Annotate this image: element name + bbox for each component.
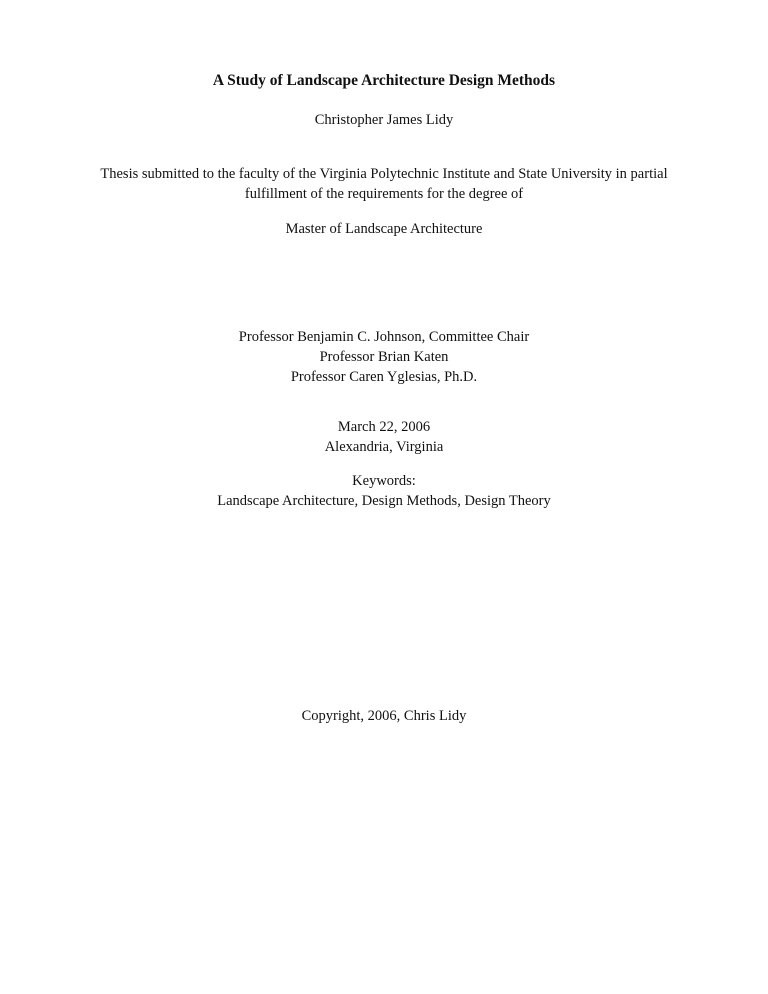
- degree-statement-line-1: Thesis submitted to the faculty of the Virginia Polytechnic Institute and State University in partial: [100, 166, 668, 182]
- degree-statement-line-2: fulfillment of the requirements for the degree of: [244, 186, 524, 202]
- thesis-title: A Study of Landscape Architecture Design Methods: [212, 72, 556, 89]
- keywords-section: [0, 471, 768, 511]
- committee-list: [0, 327, 768, 387]
- keywords-list: Landscape Architecture, Design Methods, Design Theory: [217, 493, 551, 509]
- copyright-notice: Copyright, 2006, Chris Lidy: [301, 708, 467, 724]
- date-location: [0, 417, 768, 457]
- submission-location: Alexandria, Virginia: [324, 439, 444, 455]
- degree-name: Master of Landscape Architecture: [285, 221, 483, 237]
- submission-date: March 22, 2006: [337, 419, 431, 435]
- committee-member: Professor Caren Yglesias, Ph.D.: [290, 369, 478, 385]
- keywords-label: Keywords:: [352, 473, 416, 489]
- degree-statement: [0, 164, 768, 204]
- committee-member: Professor Brian Katen: [319, 349, 449, 365]
- author-name: Christopher James Lidy: [314, 112, 454, 128]
- committee-chair: Professor Benjamin C. Johnson, Committee Chair: [238, 329, 530, 345]
